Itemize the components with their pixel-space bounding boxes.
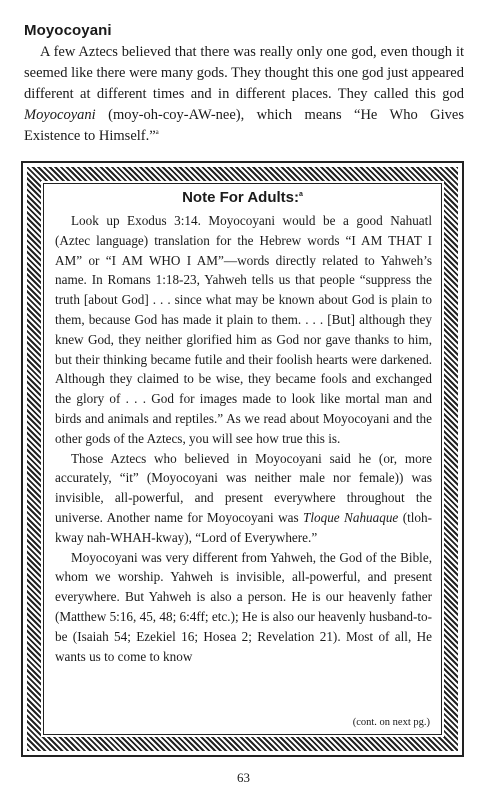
term-tloque-nahuaque: Tloque Nahuaque <box>303 509 399 525</box>
note-paragraph-3: Moyocoyani was very different from Yahweh, the God of the Bible, whom we worship. Yahweh is invisible, all-powerful, and present everywhere. But Yahweh is also a person. He is our heavenly father (Matthew 5:16, 45, 48; 6:4ff; etc.); He is also our heavenly husband-to-be (Isaiah 54; Ezekiel 16; Hosea 2; Revelation 21). Most of all, He wants us to come to know <box>55 549 432 664</box>
footnote-marker: a <box>155 128 159 137</box>
note-paragraph-2: Those Aztecs who believed in Moyocoyani said he (or, more accurately, “it” (Moyocoyani was neither male nor female)) was invisible, all-powerful, and present everywhere throughout the universe. Another name for Moyocoyani was Tloque Nahuaque (tloh-kway nah-WHAH-kway), “Lord of Everywhere.” <box>55 450 432 545</box>
continued-note: (cont. on next pg.) <box>352 717 430 728</box>
page-number: 63 <box>237 770 250 785</box>
intro-paragraph: A few Aztecs believed that there was really only one god, even though it seemed like there were many gods. They thought this one god just appeared different at different times and in different places. They called this god Moyocoyani (moy-oh-coy-AW-nee), which means “He Who Gives Existence to Himself.”$^a$ <box>24 44 464 144</box>
note-paragraph-1: Look up Exodus 3:14. Moyocoyani would be a good Nahuatl (Aztec language) translation for the Hebrew words “I AM THAT I AM” or “I AM WHO I AM”—words directly related to Yahweh’s name. In Romans 1:18-23, Yahweh tells us that people “suppress the truth [about God] . . . since what may be known about God is plain to them, because God has made it plain to them. . . . [But] although they knew God, they neither glorified him as God nor gave thanks to him, but their thinking became futile and their foolish hearts were darkened. Although they claimed to be wise, they became fools and exchanged the glory of . . . God for images made to look like mortal man and birds and animals and reptiles.” As we read about Moyocoyani and the other gods of the Aztecs, you will see how true this is. <box>55 213 432 446</box>
term-moyocoyani: Moyocoyani <box>24 107 96 123</box>
section-heading: Moyocoyani <box>24 22 112 39</box>
note-for-adults-box <box>21 161 464 757</box>
note-footnote-marker: a <box>299 191 303 198</box>
note-body <box>55 211 432 666</box>
note-title: Note For Adults:$^a$ <box>182 189 303 206</box>
